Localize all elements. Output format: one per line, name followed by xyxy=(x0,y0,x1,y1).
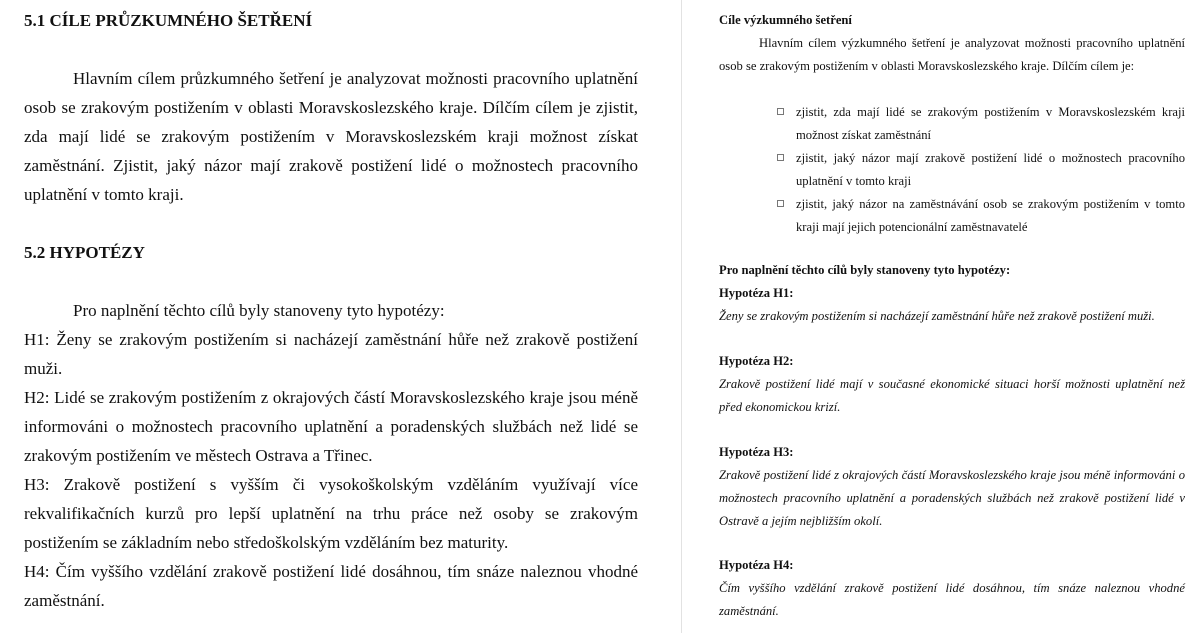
hypothesis-text: Ženy se zrakovým postižením si nacházejí zaměstnání hůře než zrakově postižení muži. xyxy=(719,309,1155,323)
hypothesis-text: Zrakově postižení lidé z okrajových částí Moravskoslezského kraje jsou méně informováni o možnostech pracovního uplatnění a poradenských službách než zrakově postižení lidé v Ostravě a jejím nejbližším okolí. xyxy=(719,468,1185,528)
checkbox-bullet-icon xyxy=(777,154,784,161)
paragraph-goals: Hlavním cílem průzkumného šetření je analyzovat možnosti pracovního uplatnění osob se zrakovým postižením v oblasti Moravskoslezského kraje. Dílčím cílem je zjistit, zda mají lidé se zrakovým postižením v Moravskoslezském kraji možnost získat zaměstnání. Zjistit, jaký názor mají zrakově postižení lidé o možnostech pracovního uplatnění v tomto kraji. xyxy=(24,69,638,204)
goals-list xyxy=(777,101,1185,239)
goal-item: zjistit, zda mají lidé se zrakovým postižením v Moravskoslezském kraji možnost získat zaměstnání xyxy=(777,101,1185,147)
hypothesis-label: Hypotéza H1: xyxy=(719,286,794,300)
section-heading-5-2: 5.2 HYPOTÉZY xyxy=(24,243,145,262)
hypothesis-h2: H2: Lidé se zrakovým postižením z okrajových částí Moravskoslezského kraje jsou méně informováni o možnostech pracovního uplatnění a poradenských službách než lidé se zrakovým postižením ve městech Ostrava a Třinec. xyxy=(24,388,638,465)
checkbox-bullet-icon xyxy=(777,200,784,207)
section-heading-5-1: 5.1 CÍLE PRŮZKUMNÉHO ŠETŘENÍ xyxy=(24,11,313,30)
page-divider xyxy=(681,0,682,633)
hypothesis-h4: H4: Čím vyššího vzdělání zrakově postižení lidé dosáhnou, tím snáze naleznou vhodné zaměstnání. xyxy=(24,562,638,610)
goals-title: Cíle výzkumného šetření xyxy=(719,13,852,27)
hypotheses-intro: Pro naplnění těchto cílů byly stanoveny tyto hypotézy: xyxy=(73,301,445,320)
goal-item: zjistit, jaký názor mají zrakově postižení lidé o možnostech pracovního uplatnění v tomto kraji xyxy=(777,147,1185,193)
hypothesis-h3: H3: Zrakově postižení s vyšším či vysokoškolským vzděláním využívají více rekvalifikačních kurzů pro lepší uplatnění na trhu práce než osoby se zrakovým postižením se základním nebo středoškolským vzděláním bez maturity. xyxy=(24,475,638,552)
hypothesis-text: Zrakově postižení lidé mají v současné ekonomické situaci horší možnosti uplatnění než před ekonomickou krizí. xyxy=(719,377,1185,414)
goals-intro: Hlavním cílem výzkumného šetření je analyzovat možnosti pracovního uplatnění osob se zrakovým postižením v oblasti Moravskoslezského kraje. Dílčím cílem je: xyxy=(719,36,1185,73)
hypothesis-label: Hypotéza H4: xyxy=(719,558,794,572)
hypothesis-text: Čím vyššího vzdělání zrakově postižení lidé dosáhnou, tím snáze naleznou vhodné zaměstnání. xyxy=(719,581,1185,618)
hypothesis-label: Hypotéza H2: xyxy=(719,354,794,368)
goal-item: zjistit, jaký názor na zaměstnávání osob se zrakovým postižením v tomto kraji mají jejich potencionální zaměstnavatelé xyxy=(777,193,1185,239)
hypothesis-h1: H1: Ženy se zrakovým postižením si nacházejí zaměstnání hůře než zrakově postižení muži. xyxy=(24,330,638,378)
checkbox-bullet-icon xyxy=(777,108,784,115)
hypothesis-label: Hypotéza H3: xyxy=(719,445,794,459)
hypotheses-intro-right: Pro naplnění těchto cílů byly stanoveny tyto hypotézy: xyxy=(719,263,1011,277)
